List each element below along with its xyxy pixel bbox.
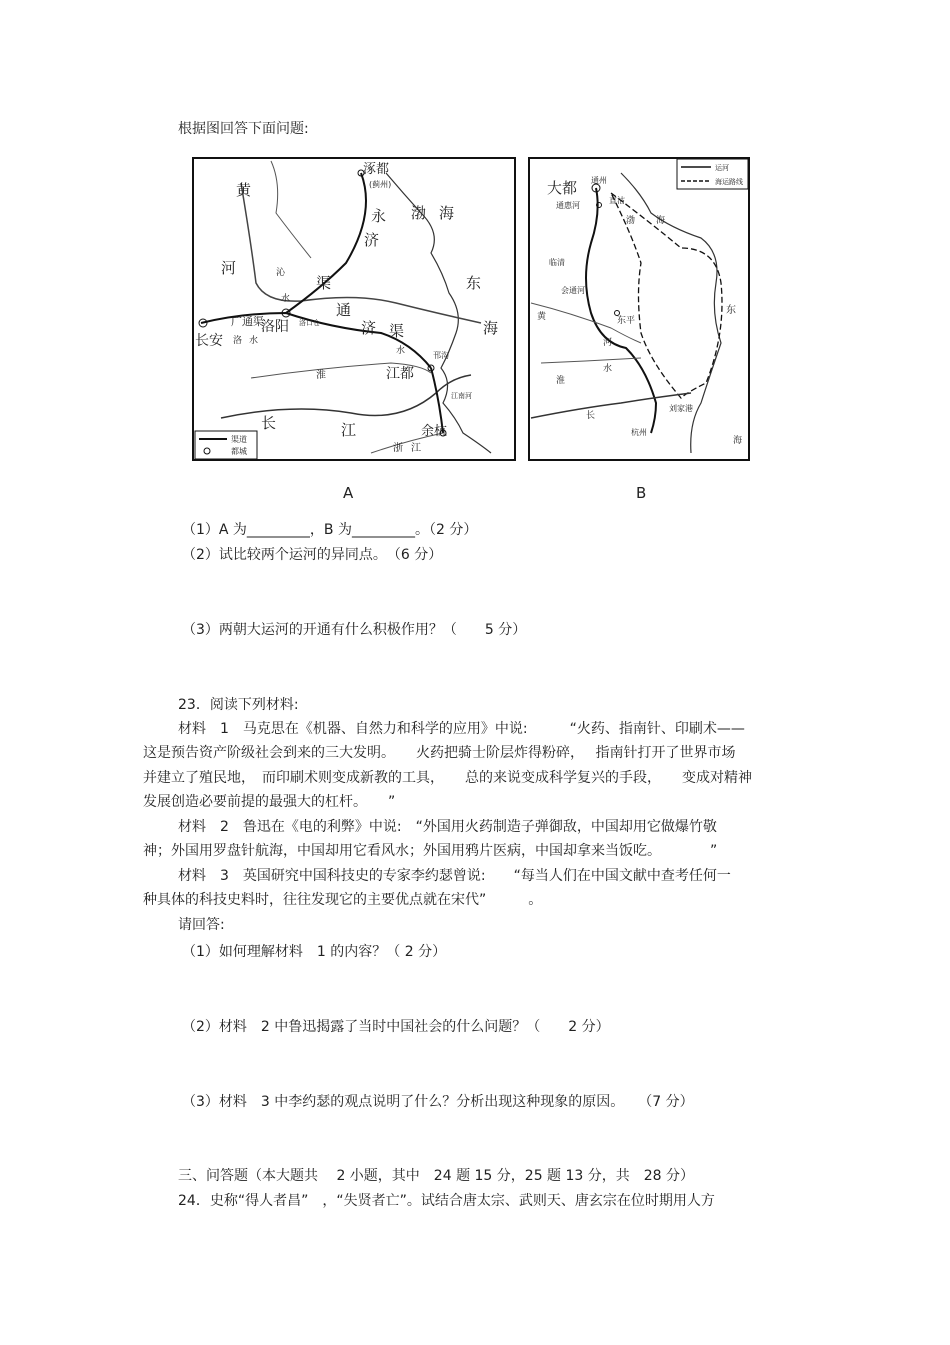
- material-1-line-1: 材料 1 马克思在《机器、自然力和科学的应用》中说: “火药、指南针、印刷术——: [178, 721, 745, 737]
- svg-text:洛口仓: 洛口仓: [299, 319, 320, 327]
- svg-text:邗沟: 邗沟: [433, 351, 449, 360]
- sub-question-2: （2）材料 2 中鲁迅揭露了当时中国社会的什么问题？（ 2 分）: [182, 1019, 610, 1035]
- svg-text:洛: 洛: [233, 336, 243, 346]
- section-3-heading: 三、问答题（本大题共 2 小题，其中 24 题 15 分，25 题 13 分，共 28 分）: [178, 1168, 695, 1184]
- svg-text:杭州: 杭州: [631, 428, 647, 437]
- svg-text:渤: 渤: [626, 216, 636, 226]
- svg-text:淮: 淮: [556, 376, 566, 386]
- svg-text:通州: 通州: [591, 176, 607, 185]
- svg-text:济: 济: [361, 319, 377, 337]
- svg-text:江: 江: [341, 421, 357, 439]
- svg-text:河: 河: [221, 259, 237, 277]
- canal-maps-figure: [181, 153, 766, 508]
- sub-question-1: （1）如何理解材料 1 的内容？（ 2 分）: [182, 944, 447, 960]
- intro-text: 根据图回答下面问题:: [178, 121, 309, 137]
- material-1-line-2: 这是预告资产阶级社会到来的三大发明。 火药把骑士阶层炸得粉碎， 指南针打开了世界市场: [143, 745, 736, 761]
- svg-text:涿都: 涿都: [363, 162, 390, 177]
- material-2-line-1: 材料 2 鲁迅在《电的利弊》中说: “外国用火药制造子弹御敌，中国却用它做爆竹敬: [178, 819, 717, 835]
- svg-text:会通河: 会通河: [561, 286, 585, 295]
- map-a-label: A: [343, 484, 354, 502]
- svg-text:海: 海: [733, 436, 743, 446]
- svg-text:江南河: 江南河: [451, 392, 472, 400]
- question-2: （2）试比较两个运河的异同点。 （6 分）: [182, 547, 443, 563]
- svg-text:黄: 黄: [236, 181, 252, 199]
- svg-text:水: 水: [396, 346, 406, 356]
- svg-text:海: 海: [656, 216, 666, 226]
- svg-text:海运路线: 海运路线: [715, 178, 743, 186]
- svg-text:沁: 沁: [276, 268, 286, 278]
- svg-text:长: 长: [261, 414, 277, 432]
- svg-text:临清: 临清: [549, 258, 565, 267]
- question-3: （3）两朝大运河的开通有什么积极作用？（ 5 分）: [182, 622, 527, 638]
- svg-text:河: 河: [603, 338, 613, 348]
- svg-text:东平: 东平: [617, 316, 636, 326]
- svg-text:海: 海: [439, 204, 455, 222]
- canal-maps-svg: [181, 153, 766, 508]
- svg-text:余杭: 余杭: [421, 424, 448, 439]
- svg-text:水: 水: [281, 294, 291, 304]
- map-b-label: B: [636, 484, 647, 502]
- material-3-line-1: 材料 3 英国研究中国科技史的专家李约瑟曾说: “每当人们在中国文献中查考任何一: [178, 868, 731, 884]
- svg-text:刘家港: 刘家港: [669, 404, 693, 413]
- svg-text:直沽: 直沽: [609, 196, 625, 205]
- svg-text:渠: 渠: [389, 322, 405, 340]
- material-1-line-3: 并建立了殖民地， 而印刷术则变成新教的工具， 总的来说变成科学复兴的手段， 变成对精神: [143, 770, 752, 786]
- svg-text:江都: 江都: [386, 366, 414, 382]
- question-24: 24．史称“得人者昌” ，“失贤者亡”。试结合唐太宗、武则天、唐玄宗在位时期用人方: [178, 1193, 715, 1209]
- svg-text:(蓟州): (蓟州): [369, 180, 392, 189]
- svg-text:运河: 运河: [715, 164, 729, 172]
- q23-title: 23．阅读下列材料:: [178, 697, 299, 713]
- svg-text:渠道: 渠道: [231, 435, 247, 444]
- svg-text:洛阳: 洛阳: [261, 319, 289, 335]
- svg-text:广通渠: 广通渠: [231, 315, 264, 328]
- svg-text:渠: 渠: [316, 274, 332, 292]
- svg-text:水: 水: [603, 364, 613, 374]
- svg-text:黄: 黄: [537, 312, 547, 322]
- svg-text:海: 海: [483, 319, 499, 337]
- material-3-line-2: 种具体的科技史料时，往往发现它的主要优点就在宋代” 。: [143, 892, 543, 908]
- svg-text:淮: 淮: [316, 370, 326, 381]
- svg-text:都城: 都城: [231, 447, 247, 456]
- svg-text:永: 永: [371, 207, 387, 225]
- question-1: （1）A 为_________，B 为_________。（2 分）: [182, 522, 478, 538]
- svg-text:长: 长: [586, 411, 596, 421]
- please-answer: 请回答:: [178, 917, 225, 933]
- svg-text:长安: 长安: [195, 333, 223, 349]
- svg-text:渤: 渤: [411, 204, 427, 222]
- material-2-line-2: 神；外国用罗盘针航海，中国却用它看风水；外国用鸦片医病，中国却拿来当饭吃。 ”: [143, 843, 718, 859]
- svg-text:大都: 大都: [547, 179, 578, 197]
- material-1-line-4: 发展创造必要前提的最强大的杠杆。 ”: [143, 794, 396, 810]
- svg-text:东: 东: [726, 305, 736, 316]
- svg-text:通: 通: [336, 301, 352, 319]
- svg-text:济: 济: [364, 231, 380, 249]
- svg-text:江: 江: [411, 443, 421, 454]
- svg-text:通惠河: 通惠河: [556, 201, 580, 210]
- svg-text:东: 东: [466, 274, 482, 292]
- sub-question-3: （3）材料 3 中李约瑟的观点说明了什么？分析出现这种现象的原因。 （7 分）: [182, 1094, 694, 1110]
- svg-text:浙: 浙: [393, 443, 403, 454]
- svg-text:水: 水: [249, 336, 259, 346]
